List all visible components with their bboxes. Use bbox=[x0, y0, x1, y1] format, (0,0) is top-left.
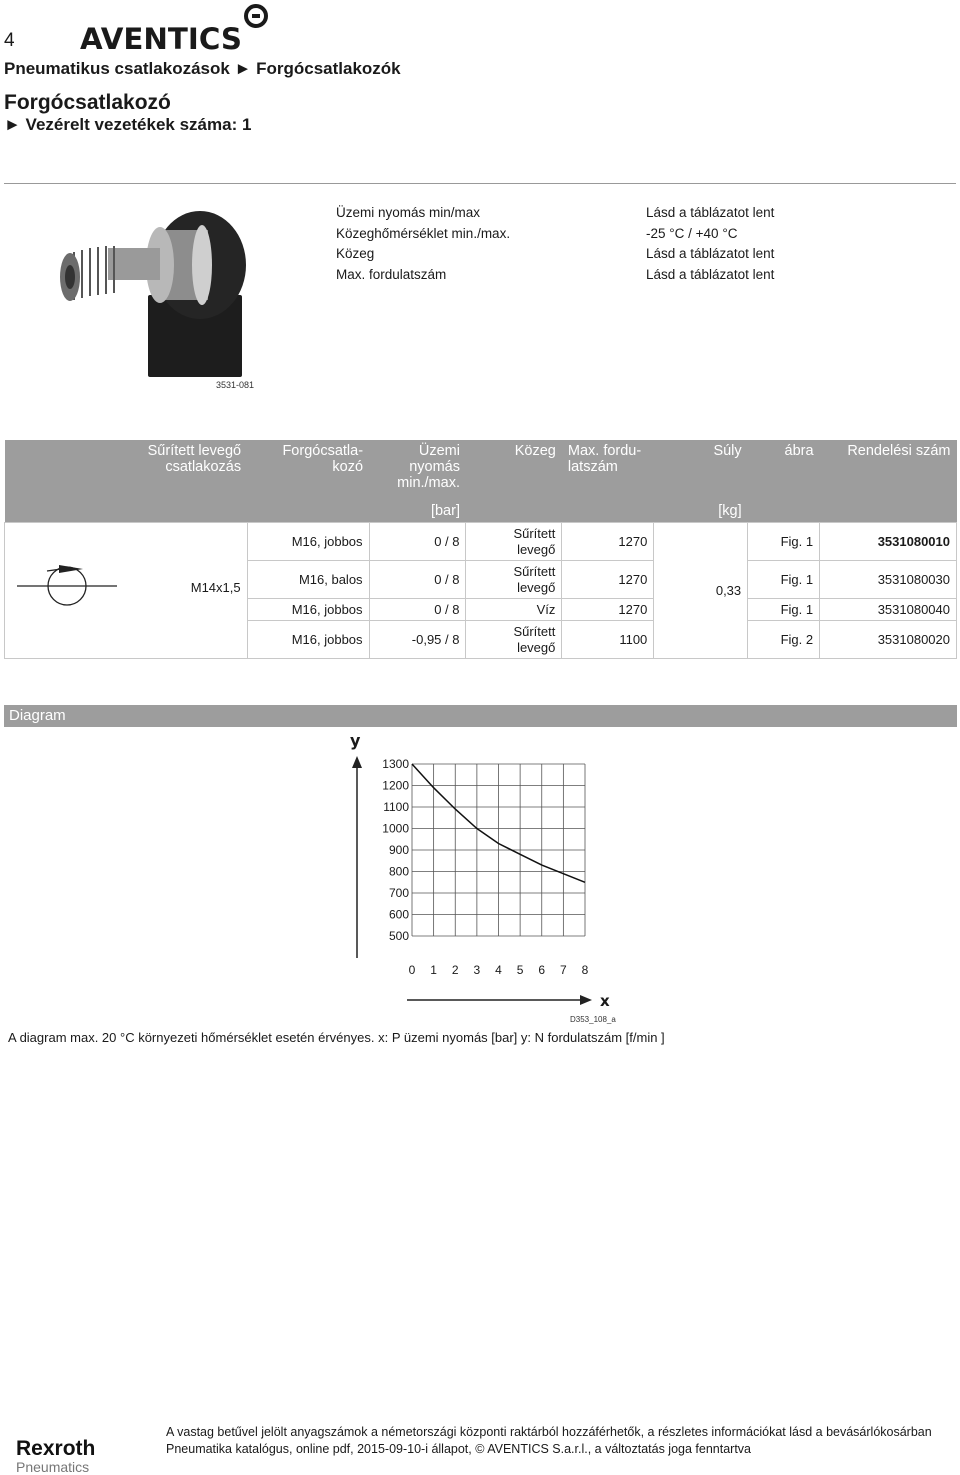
spec-value: -25 °C / +40 °C bbox=[646, 225, 738, 241]
brand-sub: Pneumatics bbox=[16, 1459, 90, 1475]
col-header-pressure: Üzemi nyomás min./max. bbox=[369, 440, 466, 500]
y-tick-label: 900 bbox=[388, 843, 409, 857]
page-title: Forgócsatlakozó bbox=[4, 91, 171, 114]
x-tick-label: 3 bbox=[473, 963, 481, 977]
page-subtitle: ► Vezérelt vezetékek száma: 1 bbox=[4, 115, 252, 134]
order-number: 3531080040 bbox=[820, 599, 957, 621]
swivel-type: M16, jobbos bbox=[247, 599, 369, 621]
weight-value: 0,33 bbox=[654, 523, 748, 659]
spec-label: Közeg bbox=[336, 246, 375, 261]
diagram-note: A diagram max. 20 °C környezeti hőmérséklet esetén érvényes. x: P üzemi nyomás [bar] y: N fordulatszám [f/min ] bbox=[8, 1030, 665, 1045]
y-tick-label: 1200 bbox=[382, 778, 409, 793]
unit-kg: [kg] bbox=[654, 500, 748, 523]
medium: Víz bbox=[466, 599, 562, 621]
col-header-swivel: Forgócsatla- kozó bbox=[247, 440, 369, 500]
medium: Sűrített levegő bbox=[466, 523, 562, 561]
diagram-code: D353_108_a bbox=[570, 1015, 616, 1024]
divider bbox=[4, 183, 956, 184]
figure-ref: Fig. 1 bbox=[748, 599, 820, 621]
x-tick-label: 0 bbox=[408, 963, 416, 977]
spec-value: Lásd a táblázatot lent bbox=[646, 266, 775, 282]
x-tick-label: 5 bbox=[516, 963, 524, 977]
table-row bbox=[5, 523, 957, 561]
y-tick-label: 700 bbox=[388, 886, 409, 900]
brand-main: Rexroth bbox=[16, 1437, 96, 1460]
product-photo bbox=[50, 200, 270, 385]
photo-caption: 3531-081 bbox=[216, 380, 255, 390]
connection-thread: M14x1,5 bbox=[190, 580, 241, 595]
spec-values bbox=[646, 203, 774, 285]
col-header-figure: ábra bbox=[748, 440, 820, 500]
y-tick-label: 800 bbox=[388, 864, 409, 879]
col-header-connection: Sűrített levegő csatlakozás bbox=[5, 440, 248, 500]
max-speed: 1270 bbox=[562, 599, 654, 621]
x-tick-label: 8 bbox=[581, 963, 589, 977]
swivel-type: M16, jobbos bbox=[247, 621, 369, 659]
max-speed: 1270 bbox=[562, 561, 654, 599]
spec-labels bbox=[336, 203, 510, 285]
col-header-weight: Súly bbox=[654, 440, 748, 500]
x-tick-label: 7 bbox=[560, 963, 567, 977]
spec-value: Lásd a táblázatot lent bbox=[646, 205, 775, 220]
y-axis-arrowhead bbox=[352, 756, 362, 768]
connection-cell bbox=[5, 523, 248, 659]
pressure-range: 0 / 8 bbox=[369, 523, 466, 561]
pressure-range: 0 / 8 bbox=[369, 599, 466, 621]
breadcrumb: Pneumatikus csatlakozások ► Forgócsatlakozók bbox=[4, 59, 401, 78]
page-number: 4 bbox=[4, 30, 15, 51]
medium: Sűrített levegő bbox=[466, 561, 562, 599]
unit-bar: [bar] bbox=[369, 500, 466, 523]
x-tick-label: 2 bbox=[451, 963, 459, 977]
y-tick-label: 1100 bbox=[383, 800, 409, 814]
pressure-range: -0,95 / 8 bbox=[369, 621, 466, 659]
col-header-medium: Közeg bbox=[466, 440, 562, 500]
y-tick-label: 1000 bbox=[382, 821, 409, 836]
x-tick-label: 6 bbox=[538, 963, 546, 977]
spec-label: Max. fordulatszám bbox=[336, 266, 447, 282]
max-speed: 1100 bbox=[562, 621, 654, 659]
x-tick-label: 4 bbox=[495, 963, 502, 977]
max-speed: 1270 bbox=[562, 523, 654, 561]
col-header-order: Rendelési szám bbox=[820, 440, 957, 500]
swivel-type: M16, jobbos bbox=[247, 523, 369, 561]
y-tick-label: 500 bbox=[388, 929, 409, 943]
x-axis-label: x bbox=[600, 992, 610, 1010]
rexroth-logo bbox=[16, 1438, 95, 1474]
y-axis-label: y bbox=[350, 731, 361, 750]
swivel-type: M16, balos bbox=[247, 561, 369, 599]
speed-pressure-chart bbox=[330, 730, 630, 1026]
footer-text bbox=[166, 1424, 958, 1458]
product-table bbox=[4, 440, 957, 659]
spec-label: Üzemi nyomás min/max bbox=[336, 205, 481, 220]
figure-ref: Fig. 1 bbox=[748, 561, 820, 599]
figure-ref: Fig. 2 bbox=[748, 621, 820, 659]
order-number: 3531080030 bbox=[820, 561, 957, 599]
col-header-speed: Max. fordu- latszám bbox=[562, 440, 654, 500]
order-number: 3531080020 bbox=[820, 621, 957, 659]
pressure-range: 0 / 8 bbox=[369, 561, 466, 599]
y-tick-label: 600 bbox=[388, 907, 409, 922]
medium: Sűrített levegő bbox=[466, 621, 562, 659]
y-tick-label: 1300 bbox=[382, 757, 409, 771]
logo-text: AVENTICS bbox=[80, 22, 242, 54]
figure-ref: Fig. 1 bbox=[748, 523, 820, 561]
section-heading-diagram: Diagram bbox=[4, 705, 957, 727]
order-number: 3531080010 bbox=[820, 523, 957, 561]
footer-line: Pneumatika katalógus, online pdf, 2015-09-10-i állapot, © AVENTICS S.a.r.l., a változtatás joga fenntartva bbox=[166, 1442, 752, 1456]
spec-label: Közeghőmérséklet min./max. bbox=[336, 225, 511, 241]
x-tick-label: 1 bbox=[430, 963, 437, 977]
rotary-joint-symbol-icon bbox=[17, 555, 127, 617]
spec-value: Lásd a táblázatot lent bbox=[646, 246, 775, 261]
x-axis-arrowhead bbox=[580, 995, 592, 1005]
footer-line: A vastag betűvel jelölt anyagszámok a németországi központi raktárból hozzáférhetők, a részletes információkat lásd a bevásárlókosárban bbox=[166, 1425, 932, 1439]
aventics-logo bbox=[80, 2, 270, 54]
